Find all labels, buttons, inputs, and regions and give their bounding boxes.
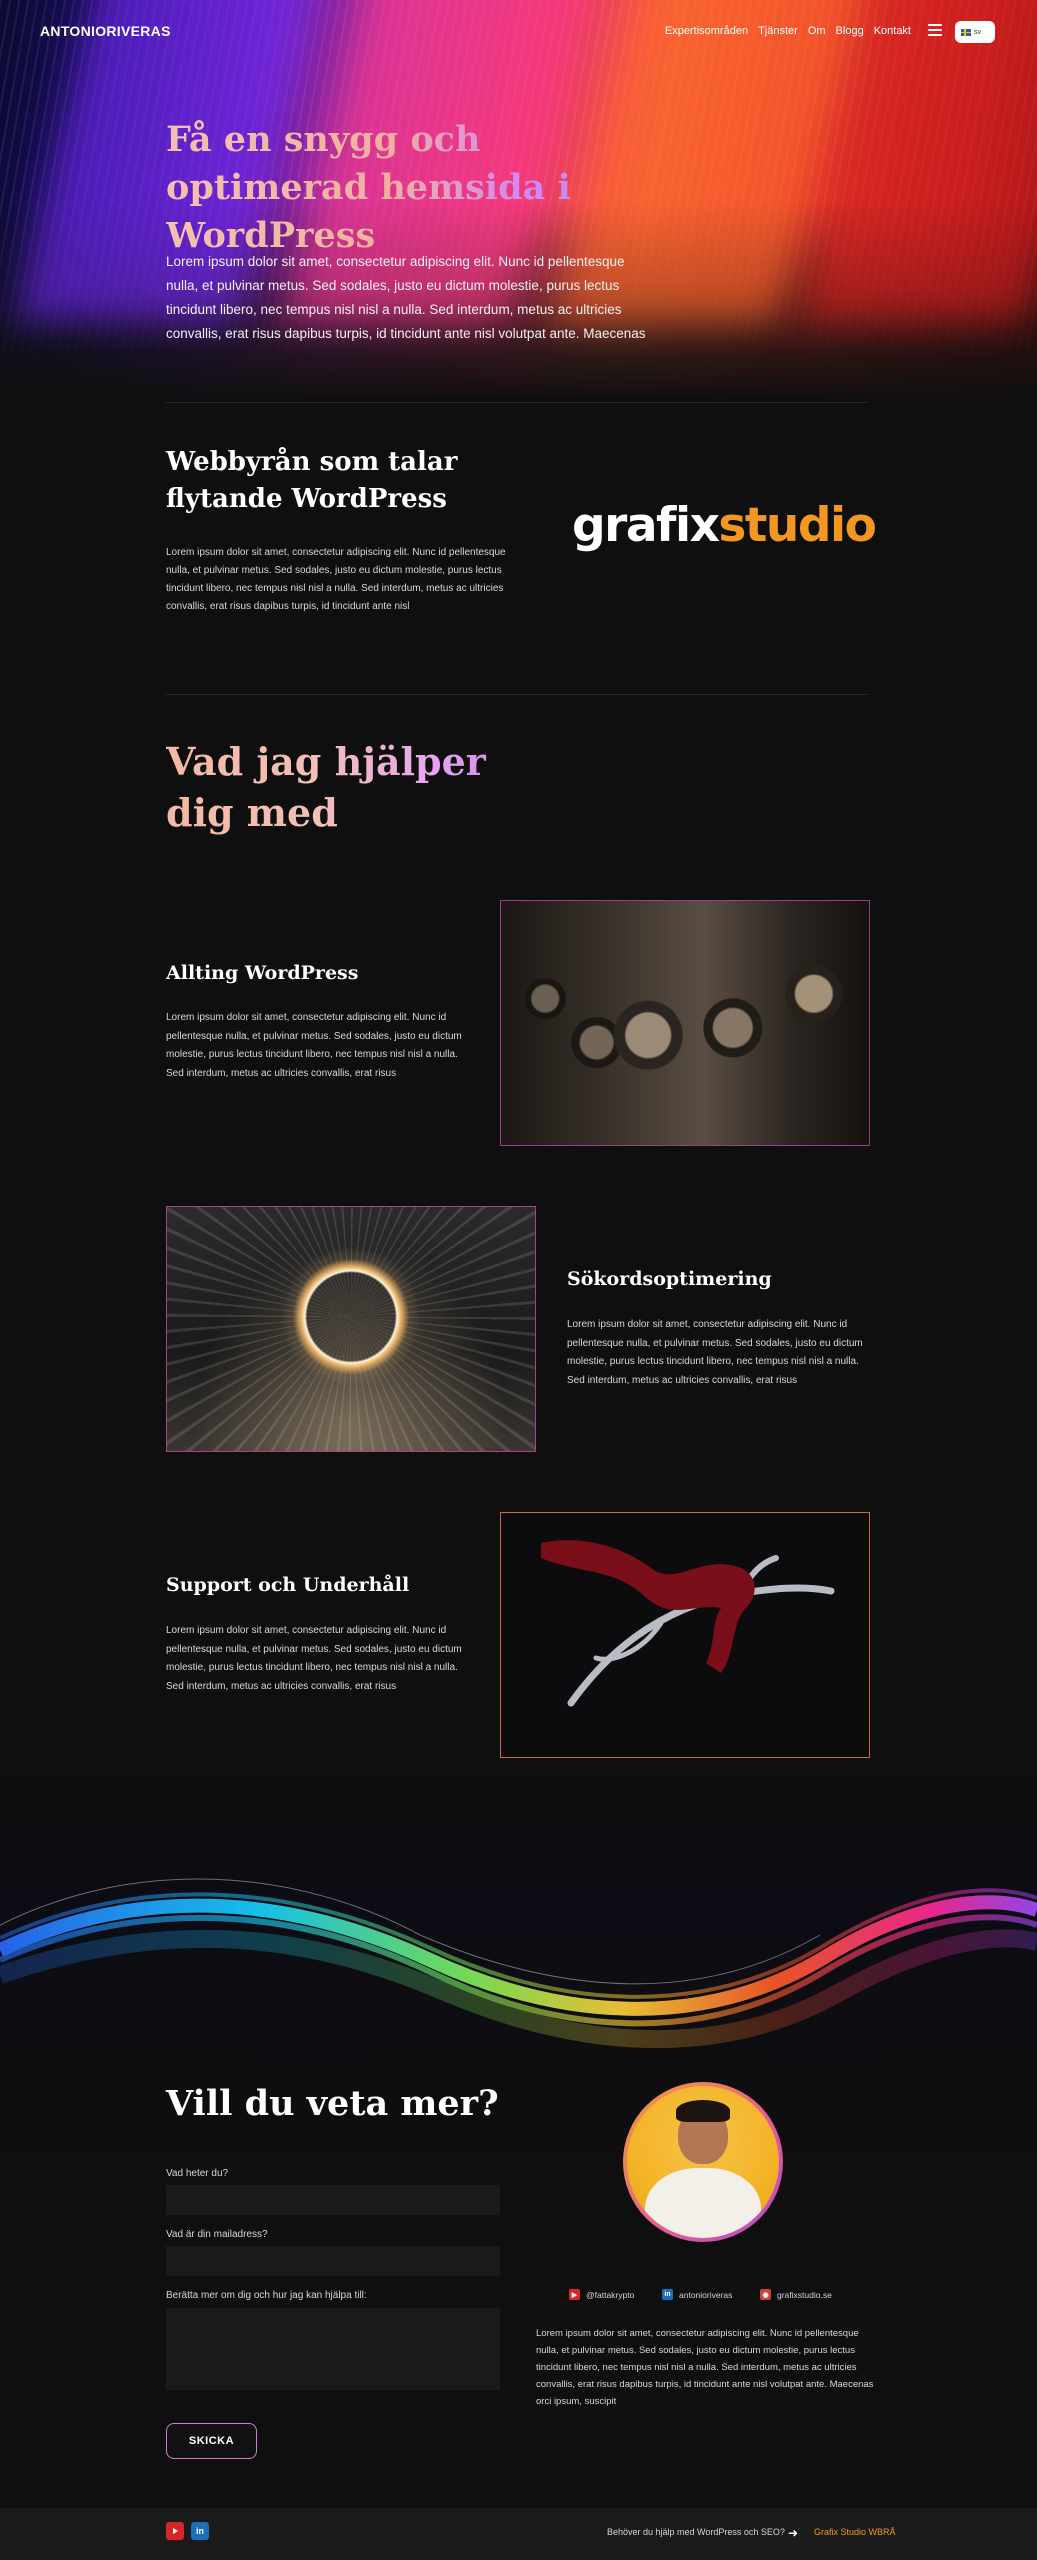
- agency-title: Webbyrån som talar flytande WordPress: [166, 447, 458, 514]
- hero-section: [0, 0, 1037, 400]
- globe-icon: ◉: [760, 2289, 771, 2300]
- service-title-wordpress: Allting WordPress: [166, 962, 359, 984]
- footer-text: Behöver du hjälp med WordPress och SEO?: [607, 2527, 785, 2537]
- main-nav: [665, 25, 911, 37]
- site-logo[interactable]: ANTONIORIVERAS: [40, 23, 171, 39]
- social-youtube[interactable]: [569, 2289, 634, 2300]
- contact-title: Vill du veta mer?: [166, 2083, 499, 2124]
- message-label: Berätta mer om dig och hur jag kan hjälpa till:: [166, 2290, 367, 2301]
- linkedin-icon: in: [662, 2289, 673, 2300]
- footer-linkedin-icon[interactable]: in: [191, 2522, 209, 2540]
- message-field[interactable]: [166, 2308, 500, 2390]
- service-text-support: Lorem ipsum dolor sit amet, consectetur adipiscing elit. Nunc id pellentesque nulla, et pulvinar metus. Sed sodales, justo eu dictum molestie, purus lectus tincidunt libero, nec tempus nisl nisl a nulla. Sed interdum, metus ac ultricies convallis, erat risus: [166, 1625, 462, 1692]
- youtube-icon: ▶: [569, 2289, 580, 2300]
- swedish-flag-icon: [961, 29, 971, 36]
- divider: [166, 402, 869, 403]
- nav-item-om[interactable]: Om: [807, 25, 826, 37]
- email-field[interactable]: [166, 2246, 500, 2276]
- footer-link[interactable]: Grafix Studio WBRÅ: [814, 2527, 896, 2537]
- colorful-wave-background: [0, 1760, 1037, 2180]
- name-field[interactable]: [166, 2185, 500, 2215]
- avatar: [623, 2082, 783, 2242]
- light-painting-image: [166, 1206, 536, 1452]
- footer-youtube-icon[interactable]: [166, 2522, 184, 2540]
- social-website[interactable]: [760, 2289, 832, 2300]
- service-title-seo: Sökordsoptimering: [567, 1268, 772, 1290]
- vintage-cameras-image: [500, 900, 870, 1146]
- arrow-right-icon: ➜: [788, 2526, 799, 2540]
- about-text: Lorem ipsum dolor sit amet, consectetur adipiscing elit. Nunc id pellentesque nulla, et pulvinar metus. Sed sodales, justo eu dictum molestie, purus lectus tincidunt libero, nec tempus nisl nisl a nulla. Sed interdum, metus ac ultricies convallis, erat risus dapibus turpis, id tincidunt ante nisl volutpat ante. Maecenas orci ipsum, suscipit: [536, 2328, 874, 2407]
- service-text-seo: Lorem ipsum dolor sit amet, consectetur adipiscing elit. Nunc id pellentesque nulla, et pulvinar metus. Sed sodales, justo eu dictum molestie, purus lectus tincidunt libero, nec tempus nisl nisl a nulla. Sed interdum, metus ac ultricies convallis, erat risus: [567, 1319, 863, 1386]
- service-text-wordpress: Lorem ipsum dolor sit amet, consectetur adipiscing elit. Nunc id pellentesque nulla, et pulvinar metus. Sed sodales, justo eu dictum molestie, purus lectus tincidunt libero, nec tempus nisl nisl a nulla. Sed interdum, metus ac ultricies convallis, erat risus: [166, 1012, 462, 1079]
- nav-item-blogg[interactable]: Blogg: [835, 25, 864, 37]
- antler-ribbon-image: [500, 1512, 870, 1758]
- antler-ribbon-illustration: [501, 1513, 870, 1758]
- services-title: Vad jag hjälper dig med: [166, 736, 546, 838]
- language-code: sv: [974, 28, 981, 36]
- social-youtube-label: @fattakrypto: [586, 2289, 635, 2300]
- language-switcher[interactable]: [955, 21, 995, 43]
- nav-item-expertisomraden[interactable]: Expertisområden: [664, 25, 749, 37]
- divider: [166, 694, 869, 695]
- agency-text: Lorem ipsum dolor sit amet, consectetur adipiscing elit. Nunc id pellentesque nulla, et pulvinar metus. Sed sodales, justo eu dictum molestie, purus lectus tincidunt libero, nec tempus nisl nisl a nulla. Sed interdum, metus ac ultricies convallis, erat risus dapibus turpis, id tincidunt ante nisl: [166, 547, 506, 612]
- hero-title: Få en snygg och optimerad hemsida i WordPress: [166, 116, 666, 260]
- grafixstudio-logo: grafixstudio: [572, 498, 876, 553]
- submit-button[interactable]: SKICKA: [166, 2423, 257, 2459]
- name-label: Vad heter du?: [166, 2168, 229, 2179]
- email-label: Vad är din mailadress?: [166, 2229, 268, 2240]
- social-website-label: grafixstudio.se: [777, 2289, 832, 2300]
- nav-item-kontakt[interactable]: Kontakt: [873, 25, 911, 37]
- menu-icon[interactable]: [928, 24, 942, 36]
- hero-text: Lorem ipsum dolor sit amet, consectetur adipiscing elit. Nunc id pellentesque nulla, et pulvinar metus. Sed sodales, justo eu dictum molestie, purus lectus tincidunt libero, nec tempus nisl nisl a nulla. Sed interdum, metus ac ultricies convallis, erat risus dapibus turpis, id tincidunt ante nisl volutpat ante. Maecenas: [166, 254, 646, 341]
- wave-illustration: [0, 1760, 1037, 2180]
- nav-item-tjanster[interactable]: Tjänster: [758, 25, 798, 37]
- social-linkedin-label: antonioriveras: [679, 2289, 733, 2300]
- social-linkedin[interactable]: [662, 2289, 732, 2300]
- service-title-support: Support och Underhåll: [166, 1574, 410, 1596]
